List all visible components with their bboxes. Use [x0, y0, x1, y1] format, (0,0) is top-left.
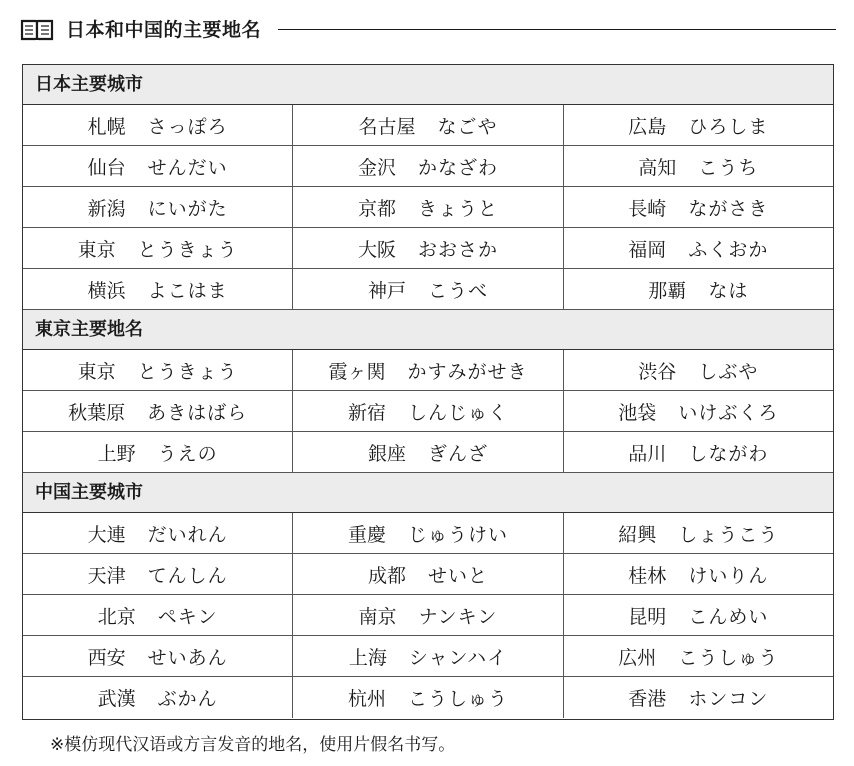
place-cell [23, 391, 293, 431]
page-title: 日本和中国的主要地名 [66, 19, 262, 41]
place-cell [293, 432, 563, 472]
place-cell [23, 228, 293, 268]
place-name: 桂林 [628, 564, 667, 587]
place-cell [293, 554, 563, 594]
place-reading: こうち [698, 156, 759, 179]
place-reading: しながわ [688, 442, 769, 465]
place-name: 品川 [628, 442, 667, 465]
table-row [23, 228, 833, 269]
place-reading: こうべ [427, 279, 488, 302]
table-row [23, 187, 833, 228]
place-name: 天津 [87, 564, 126, 587]
place-reading: じゅうけい [407, 523, 508, 546]
book-icon [20, 18, 54, 42]
place-cell [23, 595, 293, 635]
place-cell [564, 350, 833, 390]
place-name: 上海 [348, 646, 387, 669]
place-name: 東京 [77, 238, 116, 261]
place-reading: こうしゅう [678, 646, 779, 669]
place-name: 渋谷 [638, 360, 677, 383]
place-cell [564, 677, 833, 718]
section-japan-cities [23, 65, 833, 310]
place-reading: しょうこう [678, 523, 779, 546]
section-title: 日本主要城市 [23, 65, 833, 105]
footnote: ※模仿现代汉语或方言发音的地名，使用片假名书写。 [50, 735, 456, 755]
place-reading: だいれん [147, 523, 228, 546]
place-reading: なは [708, 279, 749, 302]
place-reading: とうきょう [137, 238, 238, 261]
section-tokyo-places [23, 310, 833, 473]
place-reading: よこはま [147, 279, 228, 302]
place-name: 横浜 [87, 279, 126, 302]
place-name: 杭州 [347, 688, 386, 710]
place-reading: こうしゅう [407, 688, 508, 710]
title-rule [278, 29, 836, 30]
place-reading: こんめい [688, 605, 769, 628]
place-reading: てんしん [147, 564, 228, 587]
place-name: 大阪 [357, 238, 396, 261]
table-row [23, 677, 833, 718]
place-cell [293, 105, 563, 145]
place-reading: せいと [427, 564, 488, 587]
place-name: 新宿 [347, 401, 386, 424]
place-reading: あきはばら [147, 401, 248, 424]
place-name: 紹興 [618, 523, 657, 546]
place-name: 南京 [358, 605, 397, 628]
place-reading: ホンコン [688, 688, 769, 710]
place-name: 名古屋 [358, 115, 416, 138]
place-cell [293, 677, 563, 718]
place-name: 重慶 [347, 523, 386, 546]
place-reading: ペキン [157, 605, 218, 628]
place-cell [23, 350, 293, 390]
place-cell [23, 105, 293, 145]
table-row [23, 269, 833, 310]
place-reading: かなざわ [417, 156, 498, 179]
place-name: 仙台 [87, 156, 126, 179]
place-name: 秋葉原 [68, 401, 126, 424]
place-name: 東京 [77, 360, 116, 383]
place-reading: ながさき [688, 197, 769, 220]
place-reading: せいあん [147, 646, 228, 669]
place-name: 北京 [97, 605, 136, 628]
place-cell [23, 432, 293, 472]
place-name: 広州 [618, 646, 657, 669]
section-title: 中国主要城市 [23, 473, 833, 513]
place-cell [564, 513, 833, 553]
place-reading: ひろしま [688, 115, 769, 138]
place-reading: なごや [437, 115, 498, 138]
place-reading: きょうと [417, 197, 498, 220]
place-cell [23, 146, 293, 186]
place-reading: かすみがせき [407, 360, 528, 383]
place-name: 大連 [87, 523, 126, 546]
table-row [23, 391, 833, 432]
place-name: 新潟 [87, 197, 126, 220]
place-name: 那覇 [648, 279, 687, 302]
place-name: 霞ヶ関 [328, 360, 386, 383]
place-name: 長崎 [628, 197, 667, 220]
place-reading: シャンハイ [408, 646, 508, 669]
place-cell [23, 269, 293, 309]
place-reading: しぶや [698, 360, 759, 383]
place-reading: ぶかん [157, 688, 218, 710]
place-reading: いけぶくろ [678, 401, 779, 424]
place-cell [23, 187, 293, 227]
place-cell [23, 554, 293, 594]
place-name: 成都 [367, 564, 406, 587]
page-header [20, 12, 836, 46]
place-cell [564, 228, 833, 268]
place-name-table [22, 64, 834, 720]
place-reading: ふくおか [688, 238, 769, 261]
place-cell [564, 595, 833, 635]
place-cell [293, 513, 563, 553]
place-name: 神戸 [367, 279, 406, 302]
place-name: 西安 [87, 646, 126, 669]
place-cell [293, 187, 563, 227]
table-row [23, 554, 833, 595]
place-name: 広島 [628, 115, 667, 138]
place-cell [293, 146, 563, 186]
table-row [23, 636, 833, 677]
place-cell [293, 350, 563, 390]
place-reading: しんじゅく [407, 401, 508, 424]
place-name: 香港 [628, 688, 667, 710]
table-row [23, 146, 833, 187]
place-cell [564, 105, 833, 145]
place-name: 武漢 [97, 688, 136, 710]
place-name: 金沢 [357, 156, 396, 179]
place-reading: おおさか [417, 238, 498, 261]
place-cell [564, 187, 833, 227]
place-name: 福岡 [628, 238, 667, 261]
place-name: 札幌 [87, 115, 126, 138]
place-reading: とうきょう [137, 360, 238, 383]
place-cell [564, 636, 833, 676]
place-cell [293, 228, 563, 268]
place-name: 上野 [97, 442, 136, 465]
place-reading: にいがた [147, 197, 228, 220]
table-row [23, 513, 833, 554]
place-name: 池袋 [618, 401, 657, 424]
place-cell [293, 595, 563, 635]
table-row [23, 350, 833, 391]
place-cell [23, 636, 293, 676]
place-reading: せんだい [147, 156, 228, 179]
place-cell [564, 146, 833, 186]
place-name: 銀座 [367, 442, 406, 465]
place-cell [564, 432, 833, 472]
place-reading: けいりん [688, 564, 769, 587]
place-cell [23, 513, 293, 553]
place-cell [293, 636, 563, 676]
place-name: 高知 [638, 156, 677, 179]
place-reading: ぎんざ [427, 442, 488, 465]
place-cell [564, 269, 833, 309]
place-cell [293, 269, 563, 309]
place-reading: うえの [157, 442, 218, 465]
table-row [23, 432, 833, 473]
section-china-cities [23, 473, 833, 718]
table-row [23, 105, 833, 146]
place-reading: ナンキン [418, 605, 498, 628]
section-title: 東京主要地名 [23, 310, 833, 350]
place-reading: さっぽろ [147, 115, 228, 138]
place-cell [564, 391, 833, 431]
place-name: 京都 [357, 197, 396, 220]
table-row [23, 595, 833, 636]
place-cell [23, 677, 293, 718]
place-cell [293, 391, 563, 431]
place-name: 昆明 [628, 605, 667, 628]
place-cell [564, 554, 833, 594]
